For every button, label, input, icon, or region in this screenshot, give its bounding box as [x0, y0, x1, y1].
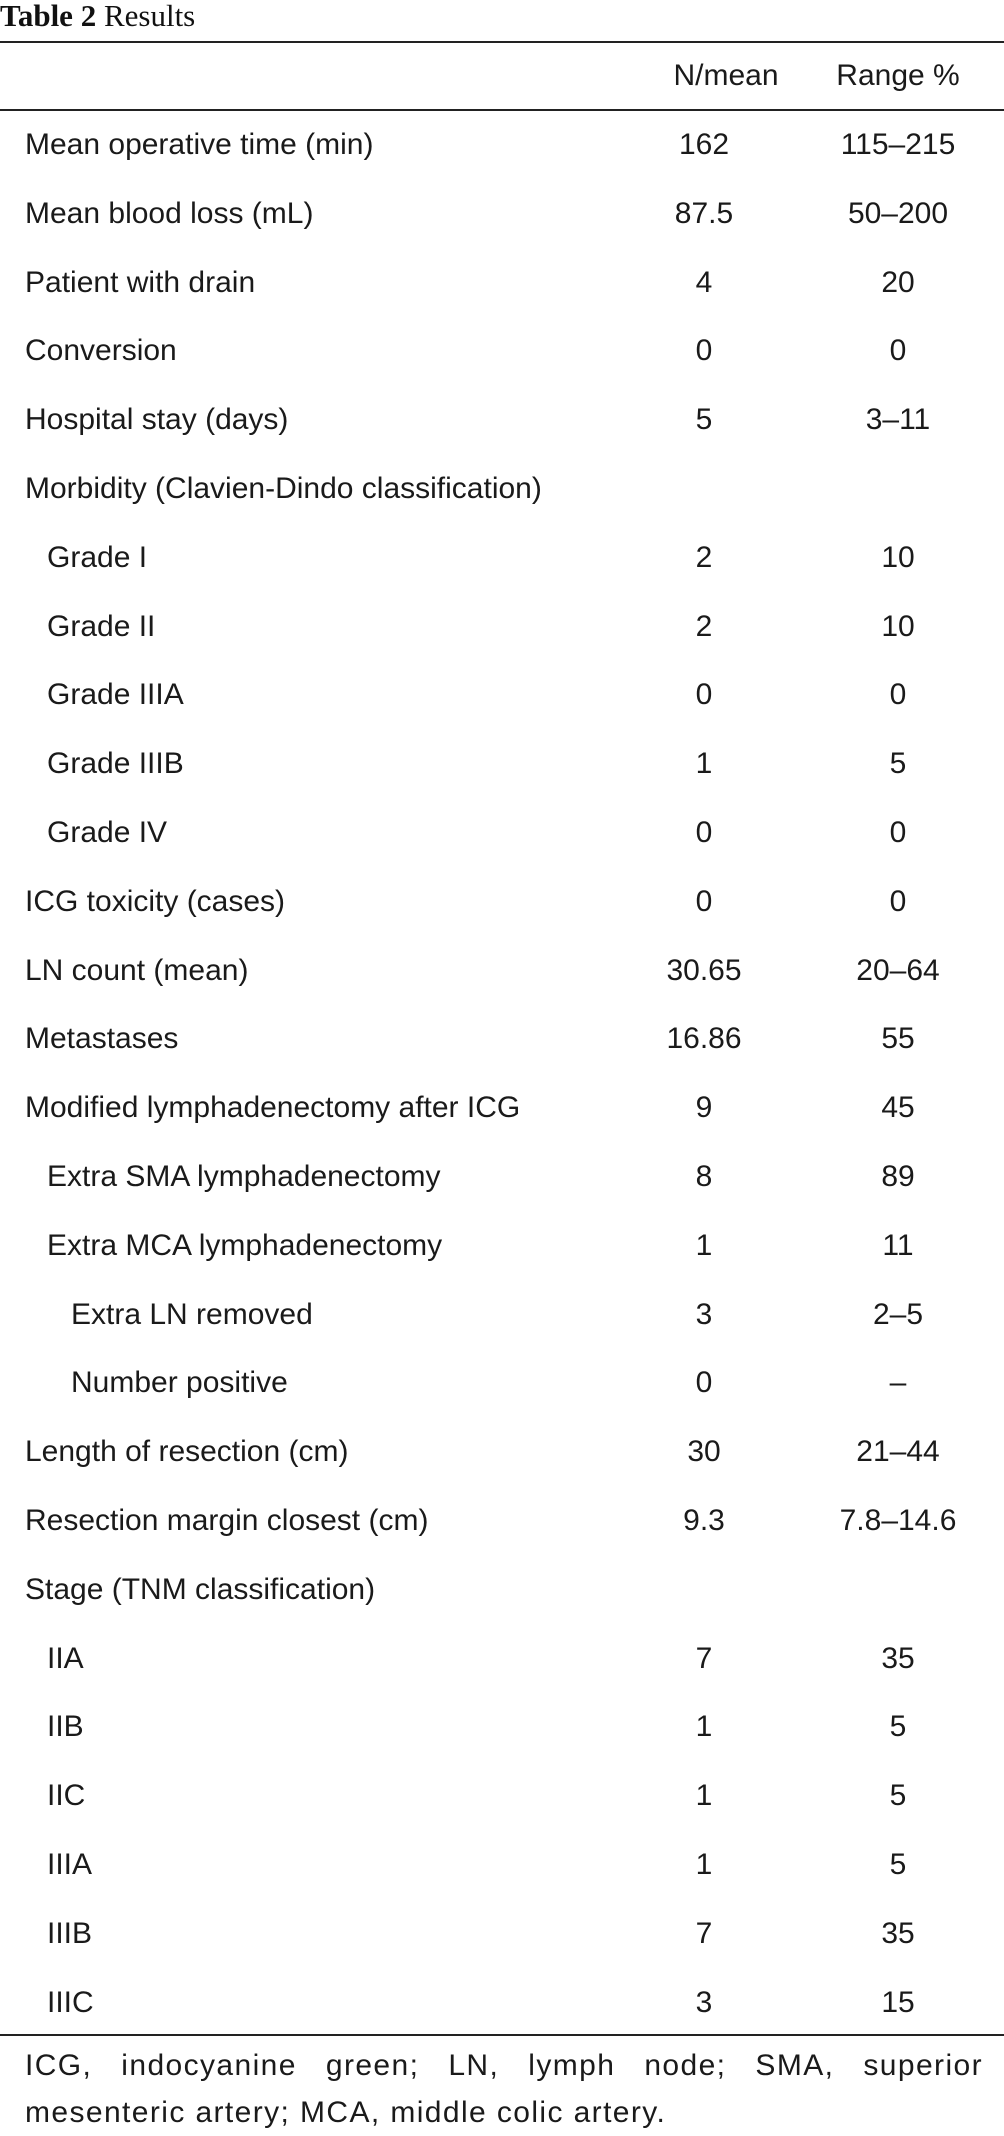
table-row — [0, 1143, 1004, 1212]
row-n-mean: 2 — [695, 609, 713, 643]
row-range-percent — [808, 455, 988, 524]
header-n-mean: N/mean — [673, 59, 779, 92]
table-row — [0, 1418, 1004, 1487]
table-caption-label: Table 2 — [0, 0, 97, 33]
table-row — [0, 1074, 1004, 1143]
table-row — [0, 1900, 1004, 1969]
row-label: Number positive — [71, 1366, 288, 1400]
row-n-mean: 4 — [695, 265, 713, 299]
table-row — [0, 455, 1004, 524]
row-range-percent: 5 — [889, 747, 907, 781]
row-n-mean: 7 — [695, 1641, 713, 1675]
row-n-mean: 87.5 — [674, 196, 734, 230]
row-label: IIC — [47, 1779, 86, 1813]
row-label: Grade IIIA — [47, 678, 184, 712]
row-label: Length of resection (cm) — [25, 1435, 349, 1469]
header-range-percent: Range % — [836, 59, 960, 92]
row-label: IIIC — [47, 1985, 94, 2019]
row-label: Modified lymphadenectomy after ICG — [25, 1091, 521, 1125]
row-label: Resection margin closest (cm) — [25, 1503, 429, 1537]
table-body — [0, 111, 1004, 2037]
table-row — [0, 1831, 1004, 1900]
table-row — [0, 1005, 1004, 1074]
row-range-percent: 0 — [889, 884, 907, 918]
row-label: Extra SMA lymphadenectomy — [47, 1159, 441, 1193]
table-row — [0, 1281, 1004, 1350]
row-range-percent: 0 — [889, 815, 907, 849]
row-range-percent: 10 — [881, 540, 915, 574]
table-row — [0, 593, 1004, 662]
row-n-mean: 1 — [695, 1847, 713, 1881]
row-n-mean: 0 — [695, 884, 713, 918]
row-n-mean: 1 — [695, 1710, 713, 1744]
table-header-row — [0, 43, 1004, 109]
row-range-percent: 2–5 — [872, 1297, 924, 1331]
row-label: Grade I — [47, 540, 148, 574]
table-footnote: ICG, indocyanine green; LN, lymph node; SMA, superior mesenteric artery; MCA, middle colic artery. — [25, 2049, 983, 2129]
row-range-percent: 50–200 — [847, 196, 949, 230]
row-range-percent — [808, 1556, 988, 1625]
table-row — [0, 937, 1004, 1006]
table-row — [0, 1349, 1004, 1418]
row-label: Extra LN removed — [71, 1297, 313, 1331]
row-range-percent: 5 — [889, 1779, 907, 1813]
row-label: IIIA — [47, 1847, 93, 1881]
row-label: IIA — [47, 1641, 84, 1675]
row-n-mean: 1 — [695, 1779, 713, 1813]
row-range-percent: 21–44 — [856, 1435, 940, 1469]
row-n-mean: 162 — [678, 128, 730, 161]
row-range-percent: 5 — [889, 1847, 907, 1881]
row-label: Metastases — [25, 1022, 179, 1056]
row-range-percent: 35 — [881, 1641, 915, 1675]
row-range-percent: 45 — [881, 1091, 915, 1125]
row-n-mean: 5 — [695, 403, 713, 437]
row-label: Extra MCA lymphadenectomy — [47, 1228, 443, 1262]
row-n-mean — [614, 455, 794, 524]
row-label: Morbidity (Clavien-Dindo classification) — [25, 471, 542, 505]
row-n-mean: 9 — [695, 1091, 713, 1125]
row-range-percent: 115–215 — [840, 128, 956, 161]
row-label: Grade IIIB — [47, 747, 184, 781]
table-row — [0, 799, 1004, 868]
table-row — [0, 1212, 1004, 1281]
row-n-mean: 0 — [695, 334, 713, 368]
table-row — [0, 1487, 1004, 1556]
table-row — [0, 180, 1004, 249]
row-n-mean: 9.3 — [683, 1503, 725, 1537]
row-label: IIIB — [47, 1916, 93, 1950]
table-row — [0, 1969, 1004, 2038]
row-label: Patient with drain — [25, 265, 256, 299]
table-row — [0, 730, 1004, 799]
row-label: Conversion — [25, 334, 177, 368]
row-n-mean: 3 — [695, 1985, 713, 2019]
table-row — [0, 661, 1004, 730]
row-n-mean: 30 — [687, 1435, 721, 1469]
row-label: Grade IV — [47, 815, 168, 849]
row-n-mean: 1 — [695, 747, 713, 781]
row-label: Hospital stay (days) — [25, 403, 289, 437]
row-n-mean: 1 — [695, 1228, 713, 1262]
table-row — [0, 1762, 1004, 1831]
row-range-percent: 7.8–14.6 — [839, 1503, 957, 1537]
table-row — [0, 249, 1004, 318]
row-range-percent: 3–11 — [865, 403, 931, 437]
row-range-percent: 15 — [881, 1985, 915, 2019]
table-row — [0, 868, 1004, 937]
row-range-percent: 10 — [881, 609, 915, 643]
table-row — [0, 386, 1004, 455]
row-n-mean: 7 — [695, 1916, 713, 1950]
row-range-percent: 55 — [881, 1022, 915, 1056]
row-range-percent: 20–64 — [856, 953, 940, 987]
table-row — [0, 1556, 1004, 1625]
table-row — [0, 1625, 1004, 1694]
row-n-mean: 8 — [695, 1159, 713, 1193]
row-range-percent: 20 — [881, 265, 915, 299]
table-row — [0, 317, 1004, 386]
row-n-mean: 0 — [695, 1366, 713, 1400]
table-bottom-rule — [0, 2034, 1004, 2036]
row-range-percent: 35 — [881, 1916, 915, 1950]
row-label: Mean operative time (min) — [25, 128, 374, 161]
row-range-percent: 11 — [882, 1228, 914, 1262]
row-range-percent: 5 — [889, 1710, 907, 1744]
row-n-mean: 30.65 — [666, 953, 742, 987]
row-range-percent: 0 — [889, 334, 907, 368]
row-label: LN count (mean) — [25, 953, 249, 987]
table-row — [0, 524, 1004, 593]
row-label: Stage (TNM classification) — [25, 1572, 376, 1606]
row-label: Mean blood loss (mL) — [25, 196, 314, 230]
row-n-mean: 0 — [695, 678, 713, 712]
row-range-percent: 0 — [889, 678, 907, 712]
table-row — [0, 1693, 1004, 1762]
row-n-mean: 3 — [695, 1297, 713, 1331]
row-n-mean: 16.86 — [666, 1022, 742, 1056]
row-n-mean: 0 — [695, 815, 713, 849]
table-caption-title: Results — [103, 0, 196, 33]
row-n-mean: 2 — [695, 540, 713, 574]
table-caption — [0, 0, 195, 40]
row-label: IIB — [47, 1710, 84, 1744]
row-range-percent: – — [889, 1366, 907, 1400]
table-row — [0, 111, 1004, 180]
row-n-mean — [614, 1556, 794, 1625]
row-label: ICG toxicity (cases) — [25, 884, 286, 918]
row-label: Grade II — [47, 609, 156, 643]
row-range-percent: 89 — [881, 1159, 915, 1193]
